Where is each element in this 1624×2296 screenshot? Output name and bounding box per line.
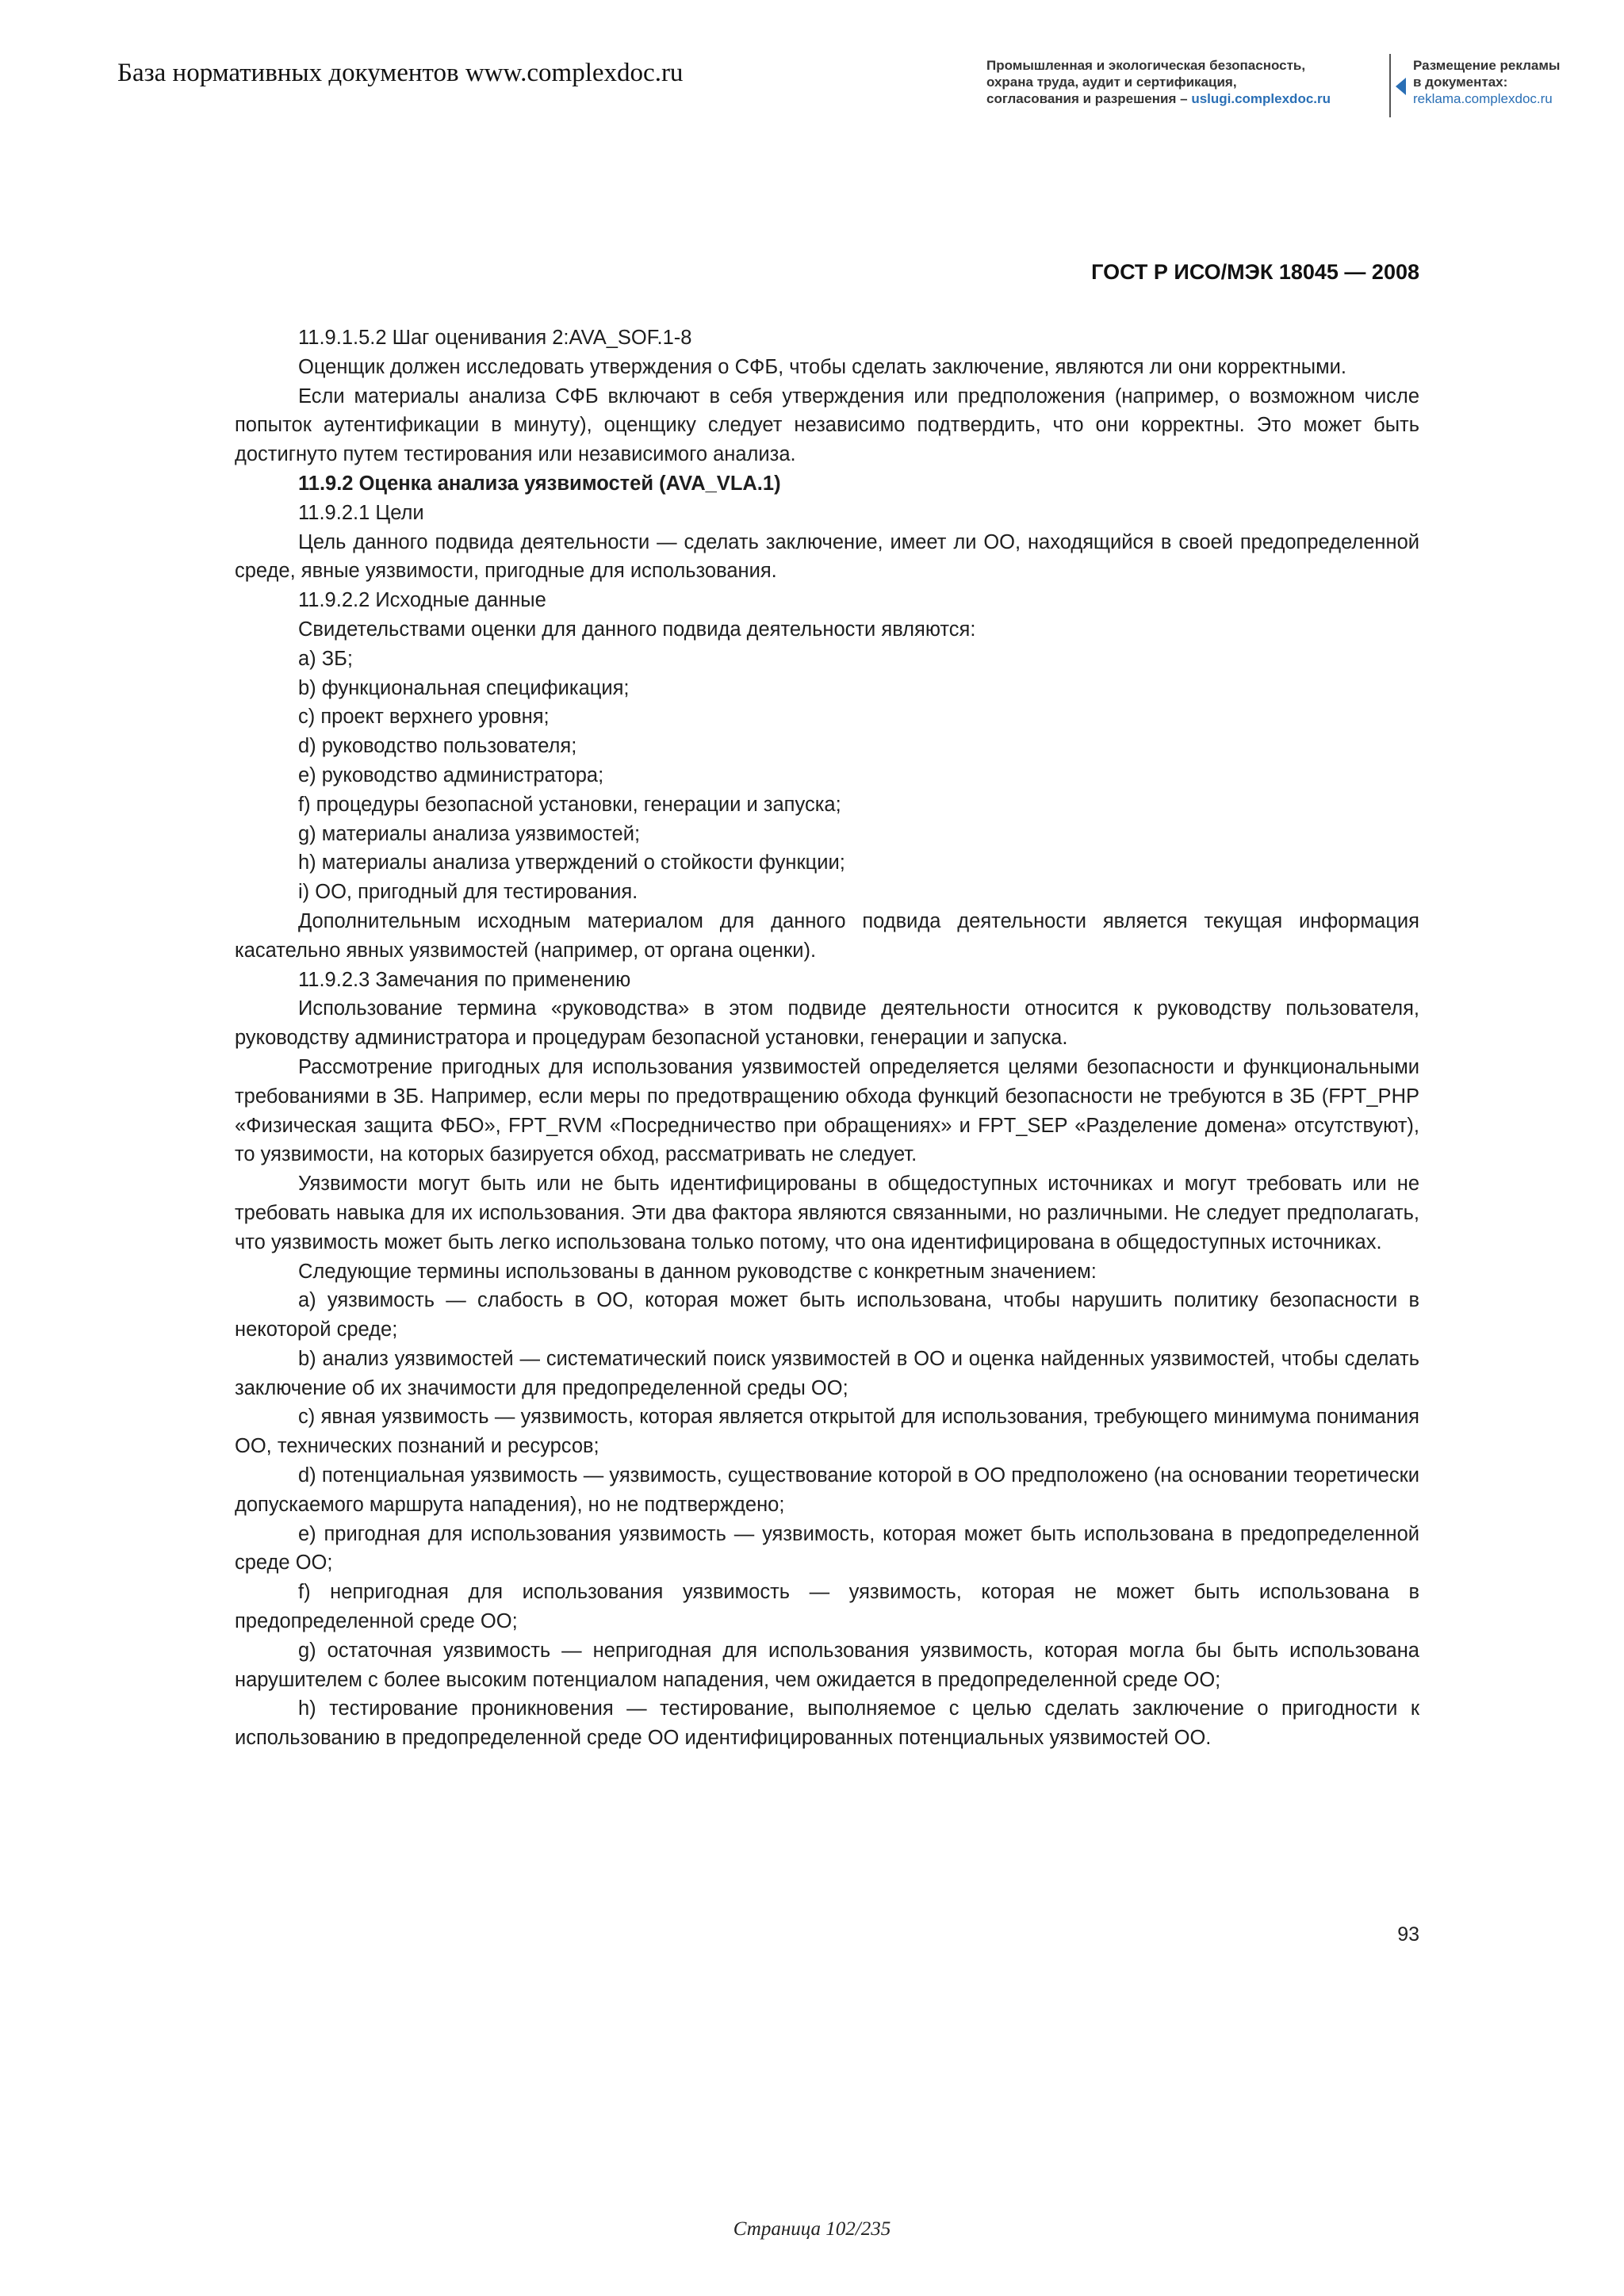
paragraph: Цель данного подвида деятельности — сделать заключение, имеет ли ОО, находящийся в своей предопределенной среде, явные уязвимости, пригодные для использования. (235, 530, 1419, 583)
page-number: 93 (1397, 1923, 1419, 1946)
paragraph: e) руководство администратора; (298, 763, 604, 786)
paragraph: 11.9.1.5.2 Шаг оценивания 2:AVA_SOF.1-8 (298, 327, 692, 349)
paragraph: d) руководство пользователя; (298, 735, 577, 758)
promo-line: Размещение рекламы (1413, 58, 1561, 73)
paragraph: h) материалы анализа утверждений о стойкости функции; (298, 851, 845, 874)
paragraph: 11.9.2.2 Исходные данные (298, 589, 546, 612)
paragraph: Уязвимости могут быть или не быть идентифицированы в общедоступных источниках и могут требовать или не требовать навыка для их использования. Эти два фактора являются связанными, но различными. Не следует предполагать, что уязвимость может быть легко использована только потому, что она идентифицирована в общедоступных источниках. (235, 1173, 1419, 1253)
promo-line: в документах: (1413, 75, 1508, 90)
paragraph: Если материалы анализа СФБ включают в себя утверждения или предположения (например, о возможном числе попыток аутентификации в минуту), оценщику следует независимо подтвердить, что они корректны. Это может быть достигнуто путем тестирования или независимого анализа. (235, 385, 1419, 466)
paragraph: g) материалы анализа уязвимостей; (298, 822, 641, 845)
document-body (235, 323, 1419, 1753)
paragraph: Рассмотрение пригодных для использования уязвимостей определяется целями безопасности и функциональными требованиями в ЗБ. Например, если меры по предотвращению обхода функций безопасности не требуются в ЗБ (FPT_PHP «Физическая защита ФБО», FPT_RVM «Посредничество при обращениях» и FPT_SEP «Разделение домена» отсутствуют), то уязвимости, на которых базируется обход, рассматривать не следует. (235, 1055, 1419, 1166)
page-counter: Страница 102/235 (733, 2218, 891, 2240)
paragraph: Свидетельствами оценки для данного подвида деятельности являются: (298, 618, 976, 641)
paragraph: g) остаточная уязвимость — непригодная для использования уязвимость, которая могла бы быть использована нарушителем с более высоким потенциалом нападения, чем ожидается в предопределенной среде ОО; (235, 1639, 1419, 1691)
ads-promo (1413, 57, 1603, 107)
paragraph: f) процедуры безопасной установки, генерации и запуска; (298, 793, 841, 816)
paragraph: h) тестирование проникновения — тестирование, выполняемое с целью сделать заключение о пригодности к использованию в предопределенной среде ОО идентифицированных потенциальных уязвимостей ОО. (235, 1697, 1419, 1750)
paragraph: e) пригодная для использования уязвимость — уязвимость, которая может быть использована в предопределенной среде ОО; (235, 1522, 1419, 1575)
paragraph: a) ЗБ; (298, 647, 353, 670)
paragraph: a) уязвимость — слабость в ОО, которая может быть использована, чтобы нарушить политику безопасности в некоторой среде; (235, 1289, 1419, 1341)
arrow-left-icon (1396, 78, 1406, 95)
paragraph: b) функциональная спецификация; (298, 676, 630, 699)
site-title[interactable]: База нормативных документов www.complexdoc.ru (117, 59, 684, 87)
paragraph: Следующие термины использованы в данном руководстве с конкретным значением: (298, 1260, 1097, 1283)
paragraph: 11.9.2.1 Цели (298, 501, 424, 524)
document-code: ГОСТ Р ИСО/МЭК 18045 — 2008 (1091, 260, 1419, 284)
paragraph: i) ОО, пригодный для тестирования. (298, 881, 638, 904)
paragraph: Использование термина «руководства» в этом подвиде деятельности относится к руководству пользователя, руководству администратора и процедурам безопасной установки, генерации и запуска. (235, 997, 1419, 1050)
promo-line: Промышленная и экологическая безопасность, (986, 58, 1306, 73)
services-link[interactable]: uslugi.complexdoc.ru (1191, 91, 1331, 106)
paragraph: c) явная уязвимость — уязвимость, которая является открытой для использования, требующего минимума понимания ОО, технических познаний и ресурсов; (235, 1406, 1419, 1458)
promo-line: согласования и разрешения – uslugi.complexdoc.ru (986, 91, 1331, 106)
header-divider (1389, 54, 1391, 117)
section-heading: 11.9.2 Оценка анализа уязвимостей (AVA_VLA.1) (298, 472, 781, 495)
paragraph: d) потенциальная уязвимость — уязвимость, существование которой в ОО предположено (на основании теоретически допускаемого маршрута нападения), но не подтверждено; (235, 1464, 1419, 1516)
paragraph: 11.9.2.3 Замечания по применению (298, 968, 631, 991)
paragraph: Дополнительным исходным материалом для данного подвида деятельности является текущая информация касательно явных уязвимостей (например, от органа оценки). (235, 909, 1419, 962)
paragraph: c) проект верхнего уровня; (298, 706, 550, 729)
ads-link[interactable]: reklama.complexdoc.ru (1413, 91, 1553, 106)
paragraph: Оценщик должен исследовать утверждения о СФБ, чтобы сделать заключение, являются ли они корректными. (298, 355, 1346, 378)
site-header (0, 0, 1624, 135)
paragraph: b) анализ уязвимостей — систематический поиск уязвимостей в ОО и оценка найденных уязвимостей, чтобы сделать заключение об их значимости для предопределенной среды ОО; (235, 1347, 1419, 1399)
services-promo (986, 57, 1383, 107)
paragraph: f) непригодная для использования уязвимость — уязвимость, которая не может быть использована в предопределенной среде ОО; (235, 1581, 1419, 1633)
promo-line: охрана труда, аудит и сертификация, (986, 75, 1237, 90)
